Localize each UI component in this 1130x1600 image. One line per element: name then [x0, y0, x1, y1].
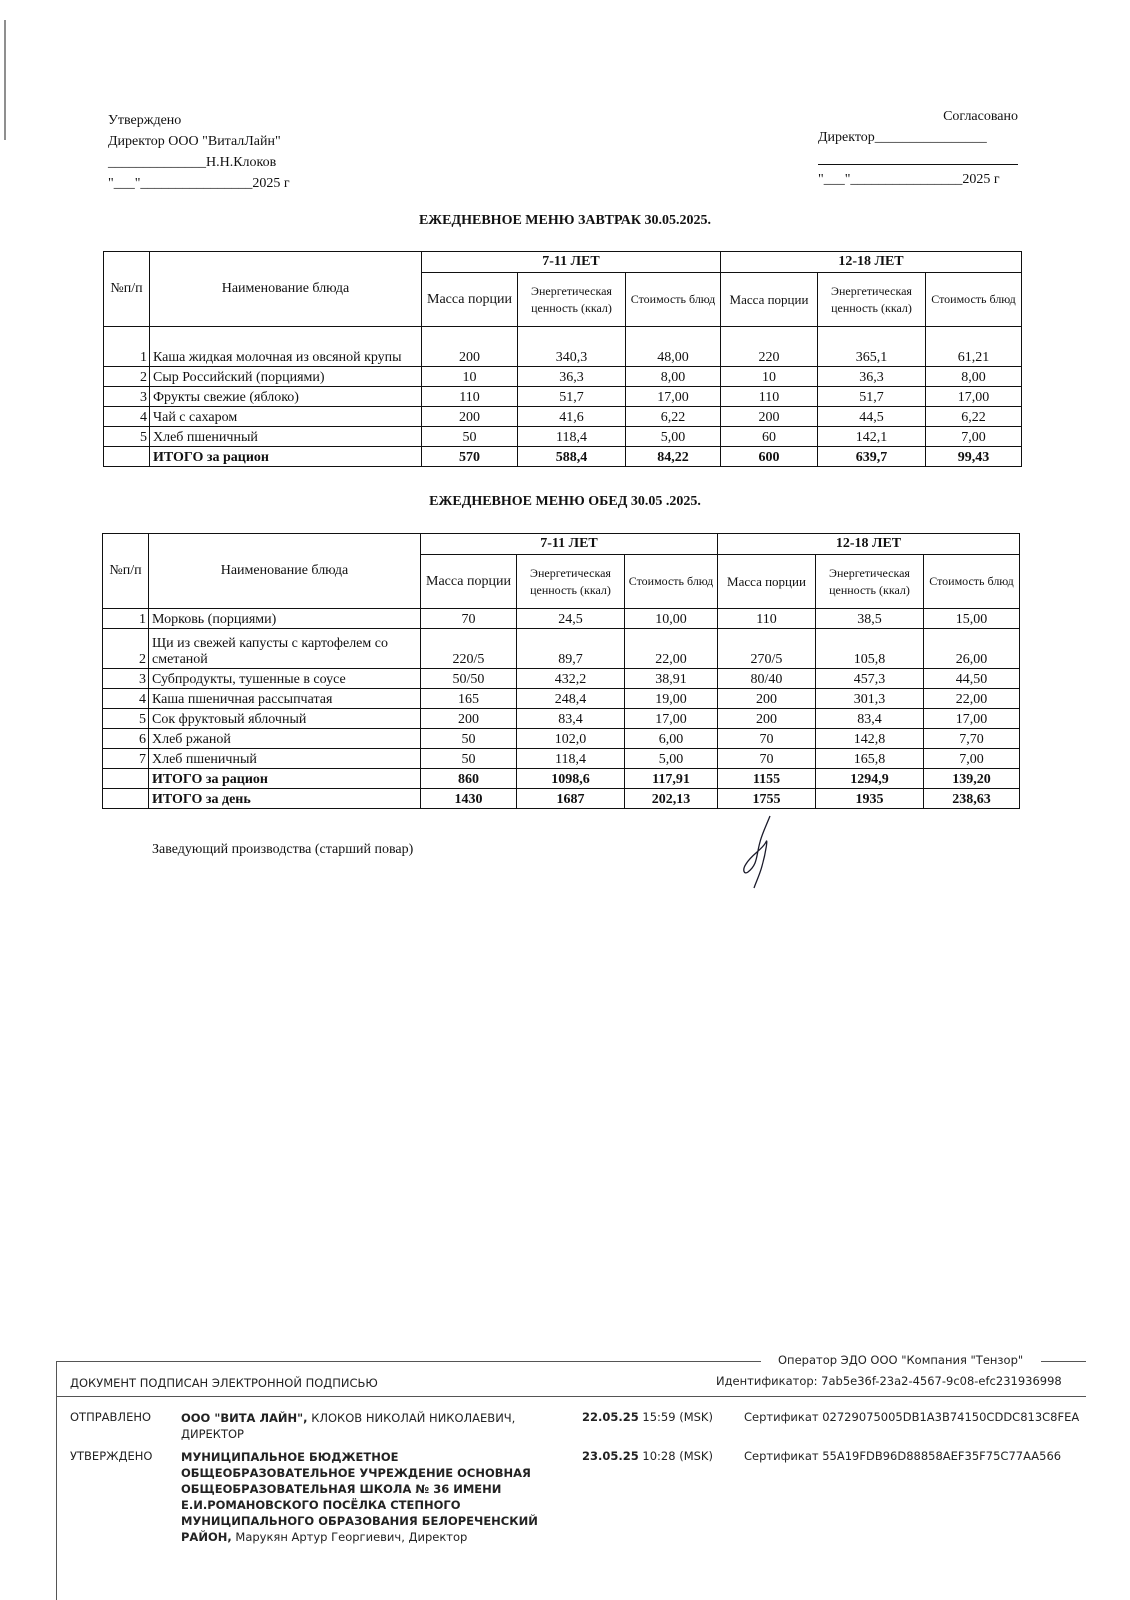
mass-7-11-cell: 110	[422, 387, 518, 407]
group-7-11-header: 7-11 ЛЕТ	[422, 252, 721, 273]
energy-7-11-cell: 51,7	[518, 387, 626, 407]
cost-7-11-cell: 6,00	[625, 729, 718, 749]
total-row	[104, 447, 1022, 467]
energy-7-11-cell: 118,4	[517, 749, 625, 769]
energy-12-18-cell: 365,1	[818, 327, 926, 367]
col-energy-header: Энергетическая ценность (ккал)	[518, 273, 626, 327]
approved-block	[108, 110, 290, 194]
col-num-header: №п/п	[103, 534, 149, 609]
cost-7-11-cell: 202,13	[625, 789, 718, 809]
col-cost2-header: Стоимость блюд	[926, 273, 1022, 327]
energy-12-18-cell: 142,1	[818, 427, 926, 447]
col-mass2-header: Масса порции	[718, 555, 816, 609]
energy-12-18-cell: 51,7	[818, 387, 926, 407]
table-row	[103, 749, 1020, 769]
edo-row-org-name: МУНИЦИПАЛЬНОЕ БЮДЖЕТНОЕ ОБЩЕОБРАЗОВАТЕЛЬНОЕ УЧРЕЖДЕНИЕ ОСНОВНАЯ ОБЩЕОБРАЗОВАТЕЛЬНАЯ ШКОЛА № 36 ИМЕНИ Е.И.РОМАНОВСКОГО ПОСЁЛКА СТЕПНОГО МУНИЦИПАЛЬНОГО ОБРАЗОВАНИЯ БЕЛОРЕЧЕНСКИЙ РАЙОН,	[181, 1450, 538, 1544]
edo-row-org-person: КЛОКОВ НИКОЛАЙ НИКОЛАЕВИЧ, ДИРЕКТОР	[181, 1411, 516, 1441]
dish-name-cell: ИТОГО за рацион	[149, 769, 421, 789]
col-energy2-header: Энергетическая ценность (ккал)	[816, 555, 924, 609]
col-cost2-header: Стоимость блюд	[924, 555, 1020, 609]
cost-7-11-cell: 48,00	[626, 327, 721, 367]
cost-12-18-cell: 99,43	[926, 447, 1022, 467]
mass-7-11-cell: 50	[421, 749, 517, 769]
cost-12-18-cell: 7,00	[926, 427, 1022, 447]
mass-12-18-cell: 60	[721, 427, 818, 447]
agreed-block	[818, 106, 1018, 190]
mass-7-11-cell: 70	[421, 609, 517, 629]
cost-12-18-cell: 17,00	[924, 709, 1020, 729]
edo-row-label: УТВЕРЖДЕНО	[70, 1449, 153, 1463]
row-number-cell: 3	[104, 387, 150, 407]
edo-signed-label: ДОКУМЕНТ ПОДПИСАН ЭЛЕКТРОННОЙ ПОДПИСЬЮ	[70, 1376, 378, 1390]
dish-name-cell: Щи из свежей капусты с картофелем со сметаной	[149, 629, 421, 669]
cost-7-11-cell: 17,00	[625, 709, 718, 729]
energy-12-18-cell: 38,5	[816, 609, 924, 629]
dish-name-cell: Субпродукты, тушенные в соусе	[149, 669, 421, 689]
cost-12-18-cell: 61,21	[926, 327, 1022, 367]
edo-identifier: Идентификатор: 7ab5e36f-23a2-4567-9c08-efc231936998	[716, 1374, 1062, 1388]
cost-7-11-cell: 5,00	[625, 749, 718, 769]
energy-7-11-cell: 118,4	[518, 427, 626, 447]
cost-7-11-cell: 117,91	[625, 769, 718, 789]
agreed-position: Директор________________	[818, 130, 987, 145]
edo-top-rule	[56, 1361, 761, 1362]
mass-7-11-cell: 200	[422, 407, 518, 427]
table-row	[103, 629, 1020, 669]
breakfast-title: ЕЖЕДНЕВНОЕ МЕНЮ ЗАВТРАК 30.05.2025.	[418, 213, 712, 228]
mass-7-11-cell: 200	[421, 709, 517, 729]
energy-12-18-cell: 105,8	[816, 629, 924, 669]
lunch-title: ЕЖЕДНЕВНОЕ МЕНЮ ОБЕД 30.05 .2025.	[429, 494, 701, 509]
table-row	[103, 669, 1020, 689]
edo-row-clock: 10:28 (MSK)	[642, 1449, 713, 1463]
row-number-cell: 4	[104, 407, 150, 427]
row-number-cell: 5	[104, 427, 150, 447]
col-cost-header: Стоимость блюд	[626, 273, 721, 327]
cost-7-11-cell: 84,22	[626, 447, 721, 467]
approved-position: Директор ООО "ВиталЛайн"	[108, 134, 281, 149]
edo-row-time	[582, 1410, 713, 1424]
edo-row-org-person: Марукян Артур Георгиевич, Директор	[235, 1530, 468, 1544]
edo-top-rule-right	[1041, 1361, 1086, 1362]
energy-12-18-cell: 36,3	[818, 367, 926, 387]
mass-12-18-cell: 200	[718, 709, 816, 729]
table-row	[104, 327, 1022, 367]
energy-12-18-cell: 165,8	[816, 749, 924, 769]
energy-12-18-cell: 142,8	[816, 729, 924, 749]
row-number-cell: 5	[103, 709, 149, 729]
energy-12-18-cell: 44,5	[818, 407, 926, 427]
energy-7-11-cell: 432,2	[517, 669, 625, 689]
approved-date: "___"________________2025 г	[108, 176, 290, 191]
scan-edge-line	[4, 20, 6, 140]
dish-name-cell: Сыр Российский (порциями)	[150, 367, 422, 387]
col-name-header: Наименование блюда	[150, 252, 422, 327]
edo-row-org-name: ООО "ВИТА ЛАЙН",	[181, 1411, 308, 1425]
mass-7-11-cell: 165	[421, 689, 517, 709]
row-number-cell: 1	[104, 327, 150, 367]
row-number-cell: 7	[103, 749, 149, 769]
mass-12-18-cell: 220	[721, 327, 818, 367]
mass-7-11-cell: 1430	[421, 789, 517, 809]
breakfast-rows	[104, 327, 1022, 467]
total-row	[103, 769, 1020, 789]
table-row	[104, 427, 1022, 447]
cost-7-11-cell: 6,22	[626, 407, 721, 427]
row-number-cell	[104, 447, 150, 467]
table-row	[103, 609, 1020, 629]
cost-7-11-cell: 38,91	[625, 669, 718, 689]
energy-12-18-cell: 639,7	[818, 447, 926, 467]
mass-7-11-cell: 220/5	[421, 629, 517, 669]
edo-row-label: ОТПРАВЛЕНО	[70, 1410, 152, 1424]
mass-7-11-cell: 10	[422, 367, 518, 387]
row-number-cell: 2	[104, 367, 150, 387]
cost-7-11-cell: 22,00	[625, 629, 718, 669]
agreed-date: "___"________________2025 г	[818, 172, 1000, 187]
cost-12-18-cell: 6,22	[926, 407, 1022, 427]
edo-operator: Оператор ЭДО ООО "Компания "Тензор"	[778, 1353, 1024, 1367]
mass-12-18-cell: 70	[718, 729, 816, 749]
table-row	[104, 367, 1022, 387]
energy-7-11-cell: 41,6	[518, 407, 626, 427]
edo-row-time	[582, 1449, 713, 1463]
col-mass-header: Масса порции	[422, 273, 518, 327]
dish-name-cell: Хлеб пшеничный	[149, 749, 421, 769]
cost-7-11-cell: 10,00	[625, 609, 718, 629]
edo-separator	[56, 1396, 1086, 1397]
agreed-label: Согласовано	[943, 109, 1018, 124]
cost-7-11-cell: 17,00	[626, 387, 721, 407]
table-row	[104, 387, 1022, 407]
mass-12-18-cell: 110	[721, 387, 818, 407]
mass-12-18-cell: 200	[721, 407, 818, 427]
handwritten-signature	[736, 812, 786, 892]
col-energy-header: Энергетическая ценность (ккал)	[517, 555, 625, 609]
energy-7-11-cell: 83,4	[517, 709, 625, 729]
dish-name-cell: ИТОГО за рацион	[150, 447, 422, 467]
row-number-cell	[103, 789, 149, 809]
breakfast-table	[103, 251, 1022, 467]
producer-signature-label: Заведующий производства (старший повар)	[152, 842, 414, 857]
lunch-table	[102, 533, 1020, 809]
cost-7-11-cell: 5,00	[626, 427, 721, 447]
dish-name-cell: Фрукты свежие (яблоко)	[150, 387, 422, 407]
row-number-cell	[103, 769, 149, 789]
cost-7-11-cell: 19,00	[625, 689, 718, 709]
col-num-header: №п/п	[104, 252, 150, 327]
approved-label: Утверждено	[108, 113, 182, 128]
energy-7-11-cell: 588,4	[518, 447, 626, 467]
row-number-cell: 4	[103, 689, 149, 709]
group-12-18-header: 12-18 ЛЕТ	[718, 534, 1020, 555]
cost-12-18-cell: 15,00	[924, 609, 1020, 629]
dish-name-cell: ИТОГО за день	[149, 789, 421, 809]
dish-name-cell: Чай с сахаром	[150, 407, 422, 427]
mass-12-18-cell: 110	[718, 609, 816, 629]
row-number-cell: 1	[103, 609, 149, 629]
cost-12-18-cell: 139,20	[924, 769, 1020, 789]
dish-name-cell: Морковь (порциями)	[149, 609, 421, 629]
table-row	[103, 709, 1020, 729]
edo-signature-stamp	[56, 1352, 1086, 1600]
mass-7-11-cell: 50	[422, 427, 518, 447]
cost-12-18-cell: 238,63	[924, 789, 1020, 809]
energy-12-18-cell: 83,4	[816, 709, 924, 729]
mass-12-18-cell: 70	[718, 749, 816, 769]
cost-12-18-cell: 7,00	[924, 749, 1020, 769]
total-row	[103, 789, 1020, 809]
mass-12-18-cell: 200	[718, 689, 816, 709]
energy-7-11-cell: 1098,6	[517, 769, 625, 789]
energy-7-11-cell: 36,3	[518, 367, 626, 387]
col-energy2-header: Энергетическая ценность (ккал)	[818, 273, 926, 327]
edo-row-cert: Сертификат 02729075005DB1A3B74150CDDC813C8FEA	[744, 1410, 1080, 1424]
cost-12-18-cell: 44,50	[924, 669, 1020, 689]
dish-name-cell: Хлеб ржаной	[149, 729, 421, 749]
edo-row-cert: Сертификат 55A19FDB96D88858AEF35F75C77AA566	[744, 1449, 1062, 1463]
edo-row-date: 23.05.25	[582, 1449, 639, 1463]
mass-7-11-cell: 200	[422, 327, 518, 367]
edo-row-clock: 15:59 (MSK)	[642, 1410, 713, 1424]
cost-12-18-cell: 7,70	[924, 729, 1020, 749]
mass-12-18-cell: 1755	[718, 789, 816, 809]
row-number-cell: 6	[103, 729, 149, 749]
edo-row-org	[181, 1410, 561, 1442]
edo-row-org	[181, 1449, 561, 1545]
energy-12-18-cell: 1935	[816, 789, 924, 809]
cost-12-18-cell: 22,00	[924, 689, 1020, 709]
dish-name-cell: Каша жидкая молочная из овсяной крупы	[150, 327, 422, 367]
mass-7-11-cell: 570	[422, 447, 518, 467]
mass-12-18-cell: 1155	[718, 769, 816, 789]
col-name-header: Наименование блюда	[149, 534, 421, 609]
table-row	[103, 689, 1020, 709]
group-12-18-header: 12-18 ЛЕТ	[721, 252, 1022, 273]
col-mass-header: Масса порции	[421, 555, 517, 609]
row-number-cell: 2	[103, 629, 149, 669]
approved-signer: ______________Н.Н.Клоков	[108, 155, 277, 170]
table-row	[104, 407, 1022, 427]
cost-7-11-cell: 8,00	[626, 367, 721, 387]
row-number-cell: 3	[103, 669, 149, 689]
energy-12-18-cell: 1294,9	[816, 769, 924, 789]
edo-row-date: 22.05.25	[582, 1410, 639, 1424]
mass-12-18-cell: 270/5	[718, 629, 816, 669]
dish-name-cell: Каша пшеничная рассыпчатая	[149, 689, 421, 709]
group-7-11-header: 7-11 ЛЕТ	[421, 534, 718, 555]
dish-name-cell: Хлеб пшеничный	[150, 427, 422, 447]
mass-7-11-cell: 860	[421, 769, 517, 789]
energy-7-11-cell: 1687	[517, 789, 625, 809]
lunch-rows	[103, 609, 1020, 809]
agreed-signature-line	[818, 150, 1018, 165]
col-mass2-header: Масса порции	[721, 273, 818, 327]
table-row	[103, 729, 1020, 749]
col-cost-header: Стоимость блюд	[625, 555, 718, 609]
cost-12-18-cell: 8,00	[926, 367, 1022, 387]
cost-12-18-cell: 17,00	[926, 387, 1022, 407]
energy-7-11-cell: 248,4	[517, 689, 625, 709]
energy-7-11-cell: 89,7	[517, 629, 625, 669]
energy-7-11-cell: 340,3	[518, 327, 626, 367]
energy-7-11-cell: 24,5	[517, 609, 625, 629]
mass-12-18-cell: 80/40	[718, 669, 816, 689]
cost-12-18-cell: 26,00	[924, 629, 1020, 669]
mass-12-18-cell: 600	[721, 447, 818, 467]
dish-name-cell: Сок фруктовый яблочный	[149, 709, 421, 729]
mass-7-11-cell: 50/50	[421, 669, 517, 689]
energy-12-18-cell: 301,3	[816, 689, 924, 709]
mass-12-18-cell: 10	[721, 367, 818, 387]
mass-7-11-cell: 50	[421, 729, 517, 749]
energy-12-18-cell: 457,3	[816, 669, 924, 689]
energy-7-11-cell: 102,0	[517, 729, 625, 749]
